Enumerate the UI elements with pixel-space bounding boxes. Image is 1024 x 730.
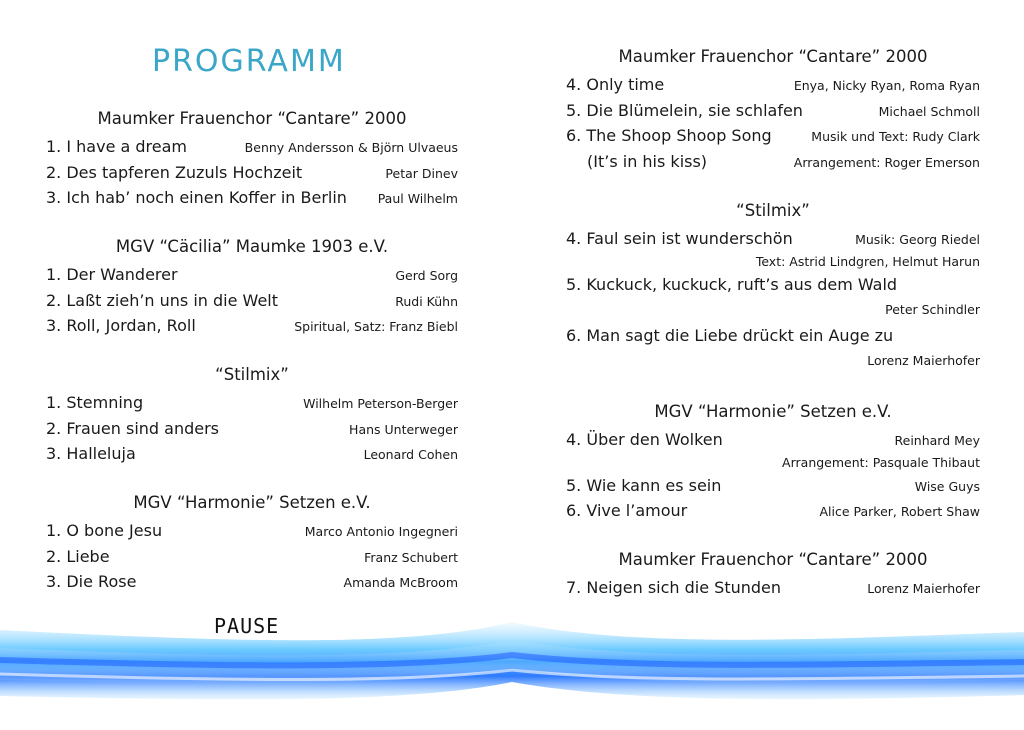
program-item <box>566 72 980 98</box>
section-heading: MGV “Cäcilia” Maumke 1903 e.V. <box>115 237 389 256</box>
item-title: 3. Ich hab’ noch einen Koffer in Berlin <box>46 188 347 208</box>
item-author: Petar Dinev <box>385 165 458 181</box>
right-section-2 <box>566 200 980 374</box>
item-title: 5. Wie kann es sein <box>566 475 722 495</box>
program-item <box>566 272 980 298</box>
program-item <box>46 185 458 211</box>
item-title: 2. Liebe <box>46 546 110 566</box>
left-section-4 <box>46 492 458 595</box>
item-author: Amanda McBroom <box>343 575 458 591</box>
item-author: Arrangement: Pasquale Thibaut <box>782 454 980 470</box>
right-section-4 <box>566 549 980 601</box>
section-heading: MGV “Harmonie” Setzen e.V. <box>133 493 371 512</box>
item-title: 1. I have a dream <box>46 137 188 156</box>
item-author: Paul Wilhelm <box>377 191 458 207</box>
program-item <box>566 98 980 124</box>
item-author: Wise Guys <box>914 478 980 494</box>
program-item <box>566 297 980 323</box>
item-title: 3. Die Rose <box>46 572 137 592</box>
program-item <box>566 348 980 374</box>
section-heading: “Stilmix” <box>215 365 289 384</box>
item-author: Alice Parker, Robert Shaw <box>819 504 980 520</box>
item-title: 1. O bone Jesu <box>46 521 163 540</box>
item-title: 6. The Shoop Shoop Song <box>566 126 772 146</box>
program-item <box>46 262 458 288</box>
item-author: Text: Astrid Lindgren, Helmut Harun <box>755 253 980 269</box>
left-section-3 <box>46 364 458 467</box>
program-item <box>566 252 980 272</box>
item-author: Peter Schindler <box>885 302 980 318</box>
item-author: Leonard Cohen <box>363 447 458 463</box>
item-title: 2. Laßt zieh’n uns in die Welt <box>46 290 278 310</box>
item-title: 4. Faul sein ist wunderschön <box>566 229 793 248</box>
section-heading: Maumker Frauenchor “Cantare” 2000 <box>618 47 928 66</box>
blue-wave-decoration <box>0 600 1024 730</box>
item-author: Marco Antonio Ingegneri <box>304 524 458 539</box>
item-author: Gerd Sorg <box>395 268 458 283</box>
item-title: 1. Stemning <box>46 393 144 412</box>
item-author: Michael Schmoll <box>878 103 980 119</box>
section-heading: Maumker Frauenchor “Cantare” 2000 <box>97 109 407 128</box>
program-item <box>566 323 980 349</box>
left-section-2 <box>46 236 458 339</box>
item-author: Spiritual, Satz: Franz Biebl <box>294 319 458 335</box>
program-item <box>46 518 458 544</box>
item-author: Enya, Nicky Ryan, Roma Ryan <box>793 78 980 93</box>
pause-label: PAUSE <box>214 614 280 638</box>
item-title: 3. Halleluja <box>46 444 136 464</box>
program-item <box>566 226 980 252</box>
right-section-3 <box>566 401 980 524</box>
program-item <box>46 134 458 160</box>
section-heading: “Stilmix” <box>736 201 810 220</box>
program-item <box>46 288 458 314</box>
program-item <box>46 416 458 442</box>
program-item <box>566 473 980 499</box>
program-item <box>566 498 980 524</box>
item-title: 7. Neigen sich die Stunden <box>566 578 782 597</box>
item-author: Benny Andersson & Björn Ulvaeus <box>244 140 458 155</box>
item-author: Lorenz Maierhofer <box>867 581 980 596</box>
item-author: Wilhelm Peterson-Berger <box>303 396 458 411</box>
program-item <box>46 313 458 339</box>
program-item <box>566 427 980 453</box>
item-title: 5. Kuckuck, kuckuck, ruft’s aus dem Wald <box>566 274 898 294</box>
program-item <box>566 149 980 175</box>
item-title: 5. Die Blümelein, sie schlafen <box>566 100 803 120</box>
item-title: 2. Des tapferen Zuzuls Hochzeit <box>46 162 303 182</box>
item-title: 6. Vive l’amour <box>566 501 688 521</box>
item-author: Reinhard Mey <box>894 433 980 448</box>
program-item <box>46 544 458 570</box>
section-heading: Maumker Frauenchor “Cantare” 2000 <box>618 550 928 569</box>
program-item <box>46 160 458 186</box>
item-title: (It’s in his kiss) <box>587 151 708 171</box>
program-title: PROGRAMM <box>152 44 346 79</box>
item-title: 4. Über den Wolken <box>566 430 723 449</box>
program-item <box>46 390 458 416</box>
item-author: Hans Unterweger <box>349 421 458 437</box>
item-title: 4. Only time <box>566 75 665 94</box>
item-title: 6. Man sagt die Liebe drückt ein Auge zu <box>566 325 894 345</box>
item-title: 3. Roll, Jordan, Roll <box>46 316 196 336</box>
item-title: 1. Der Wanderer <box>46 265 178 284</box>
item-author: Franz Schubert <box>364 549 458 565</box>
program-item <box>566 123 980 149</box>
section-heading: MGV “Harmonie” Setzen e.V. <box>654 402 892 421</box>
program-item <box>46 569 458 595</box>
program-item <box>46 441 458 467</box>
program-item <box>566 453 980 473</box>
left-section-1 <box>46 108 458 211</box>
right-section-1 <box>566 46 980 174</box>
item-author: Musik: Georg Riedel <box>855 232 980 247</box>
item-author: Arrangement: Roger Emerson <box>793 154 980 170</box>
program-item <box>566 575 980 601</box>
item-author: Rudi Kühn <box>395 293 458 309</box>
item-title: 2. Frauen sind anders <box>46 418 220 438</box>
item-author: Musik und Text: Rudy Clark <box>811 129 980 145</box>
item-author: Lorenz Maierhofer <box>867 353 980 369</box>
